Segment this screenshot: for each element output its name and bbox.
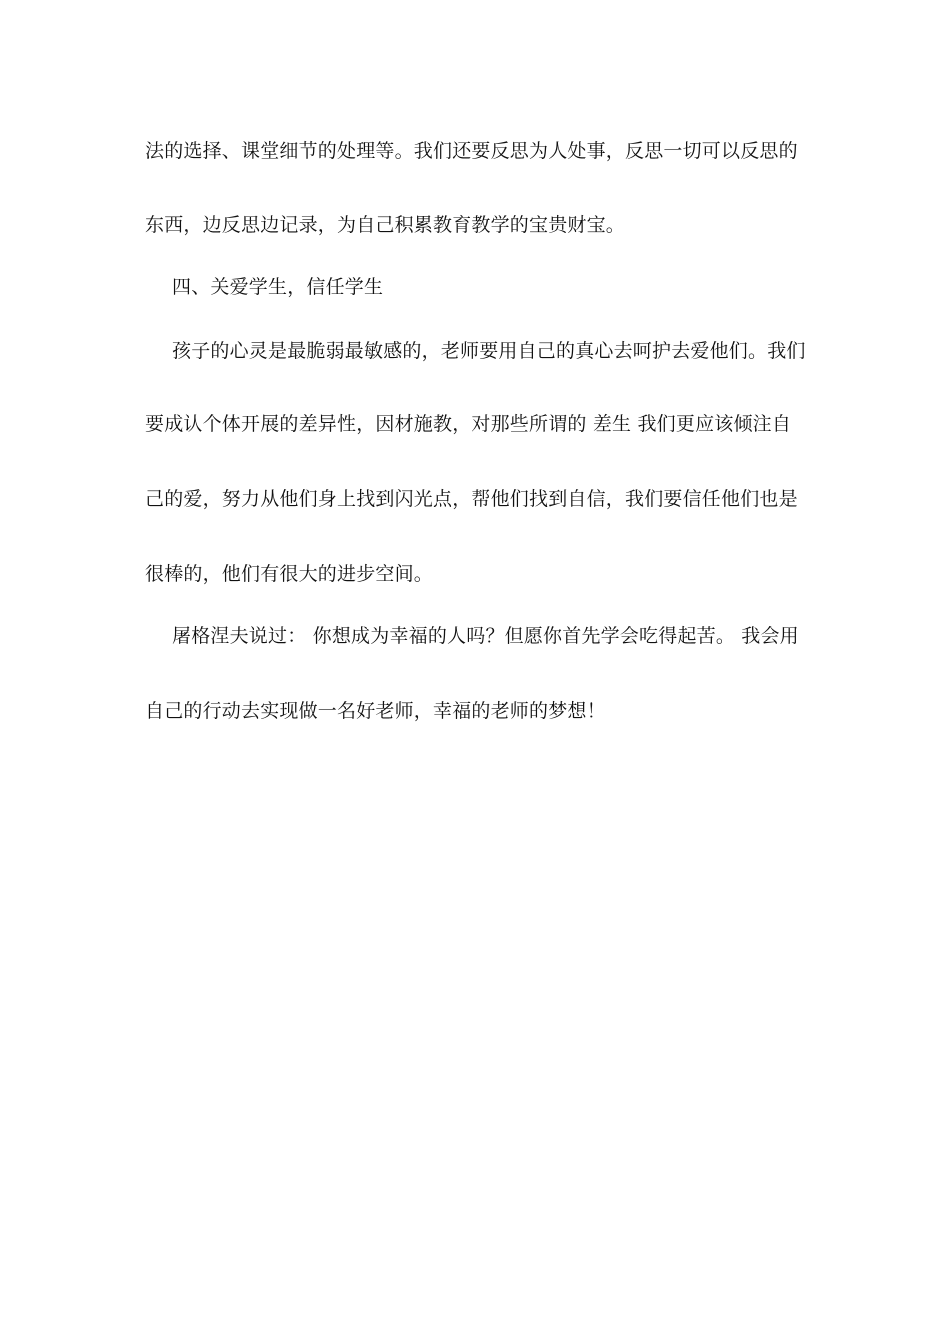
- paragraph-2-line-3: 己的爱，努力从他们身上找到闪光点，帮他们找到自信，我们要信任他们也是: [145, 488, 798, 510]
- paragraph-3-line-1: 屠格涅夫说过： 你想成为幸福的人吗？但愿你首先学会吃得起苦。 我会用: [172, 625, 799, 647]
- section-heading-4: 四、关爱学生，信任学生: [172, 276, 384, 298]
- paragraph-1-line-1: 法的选择、课堂细节的处理等。我们还要反思为人处事，反思一切可以反思的: [145, 140, 798, 162]
- paragraph-2-line-1: 孩子的心灵是最脆弱最敏感的，老师要用自己的真心去呵护去爱他们。我们: [172, 340, 806, 362]
- paragraph-2-line-2: 要成认个体开展的差异性，因材施教，对那些所谓的 差生 我们更应该倾注自: [145, 413, 792, 435]
- paragraph-2-line-4: 很棒的，他们有很大的进步空间。: [145, 563, 434, 585]
- paragraph-1-line-2: 东西，边反思边记录，为自己积累教育教学的宝贵财宝。: [145, 214, 626, 236]
- paragraph-3-line-2: 自己的行动去实现做一名好老师，幸福的老师的梦想！: [145, 700, 606, 722]
